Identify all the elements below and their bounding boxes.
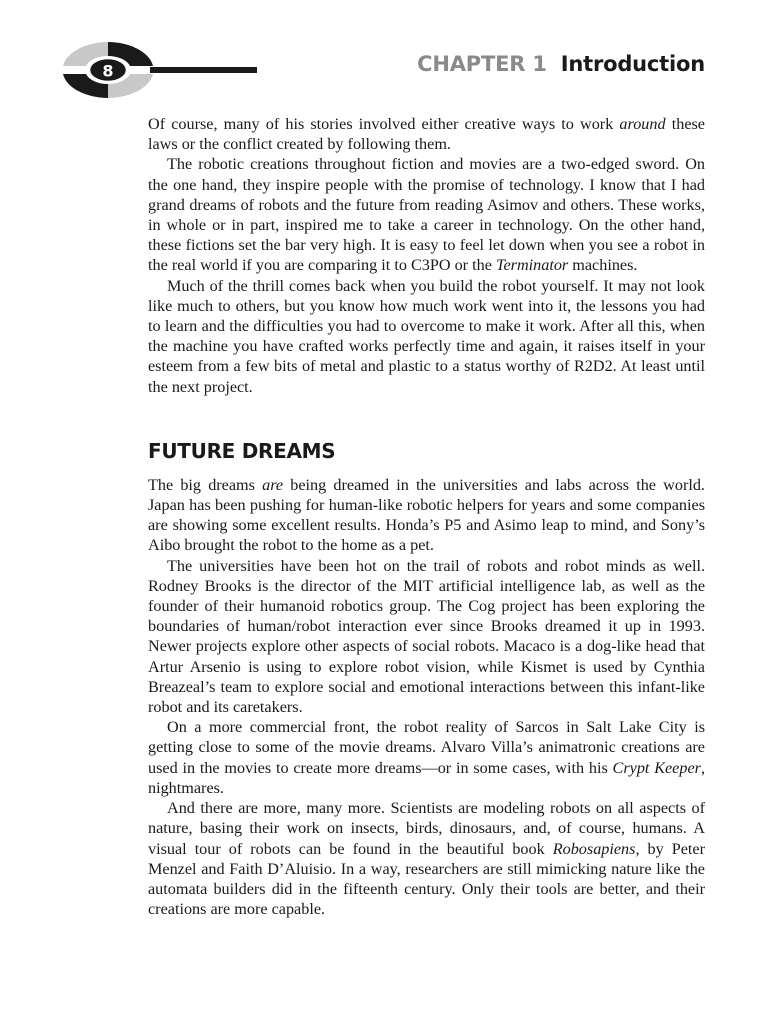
header-rule [150, 67, 257, 73]
paragraph [148, 717, 705, 798]
italic-text: around [619, 115, 666, 133]
text-run: being dreamed in the universities and labs across the world. Japan has been pushing for human-like robotic helpers for years and some companies are showing some excellent results. Honda’s P5 and Asimo leap to mind, and Sony’s Aibo brought the robot to the home as a pet. [148, 475, 705, 555]
page-number: 8 [102, 61, 114, 81]
text-run: The universities have been hot on the trail of robots and robot minds as well. Rodney Brooks is the director of the MIT artificial intelligence lab, as well as the founder of their humanoid robotics group. The Cog project has been exploring the boundaries of human/robot interaction ever since Brooks dreamed it up in 1993. Newer projects explore other aspects of social robots. Macaco is a dog-like head that Artur Arsenio is using to explore robot vision, while Kismet is used by Cynthia Breazeal’s team to explore social and emotional interactions between this infant-like robot and its caretakers. [148, 556, 705, 717]
paragraph [148, 475, 705, 556]
text-run: these laws or the conflict created by following them. [148, 115, 705, 154]
paragraph [148, 556, 705, 718]
chapter-title: Introduction [560, 52, 705, 76]
section-heading: FUTURE DREAMS [148, 438, 336, 463]
text-run: The robotic creations throughout fiction and movies are a two-edged sword. On the one hand, they inspire people with the promise of technology. I know that I had grand dreams of robots and the future from reading Asimov and others. These works, in whole or in part, inspired me to take a career in technology. On the other hand, these fictions set the bar very high. It is easy to feel let down when you see a robot in the real world if you are comparing it to C3PO or the [148, 155, 705, 275]
page-number-badge [60, 40, 156, 100]
intro-section [148, 114, 705, 397]
text-run: The big dreams [148, 475, 263, 494]
text-run: Much of the thrill comes back when you build the robot yourself. It may not look like much to others, but you know how much work went into it, the lessons you had to learn and the difficulties you had to overcome to make it work. After all this, when the machine you have crafted works perfectly time and again, it raises itself in your esteem from a few bits of metal and plastic to a status worthy of R2D2. At least until the next project. [148, 276, 705, 396]
paragraph [148, 798, 705, 919]
text-run: And there are more, many more. Scientists are modeling robots on all aspects of nature, basing their work on insects, birds, dinosaurs, and, of course, humans. A visual tour of robots can be found in the beautiful book [148, 799, 705, 858]
future-dreams-section [148, 475, 705, 919]
text-run: , by Peter Menzel and Faith D’Aluisio. In a way, researchers are still mimicking nature like the automata builders did in the fifteenth century. Only their tools are better, and their creations are more capable. [148, 839, 705, 919]
paragraph [148, 276, 705, 397]
italic-text: are [262, 475, 284, 494]
text-run: On a more commercial front, the robot reality of Sarcos in Salt Lake City is getting close to some of the movie dreams. Alvaro Villa’s animatronic creations are used in the movies to create more dreams—or in some cases, with his [148, 718, 705, 777]
italic-text: Robosapiens [552, 839, 636, 858]
italic-text: Terminator [495, 256, 569, 275]
page-body [148, 114, 705, 919]
text-run: Of course, many of his stories involved either creative ways to work [148, 115, 620, 133]
running-head [417, 52, 705, 76]
paragraph [148, 114, 705, 154]
chapter-label: CHAPTER 1 [417, 52, 547, 76]
page-header [0, 0, 762, 110]
text-run: machines. [568, 256, 638, 275]
text-run: , nightmares. [148, 758, 705, 797]
italic-text: Crypt Keeper [612, 758, 701, 777]
paragraph [148, 154, 705, 275]
